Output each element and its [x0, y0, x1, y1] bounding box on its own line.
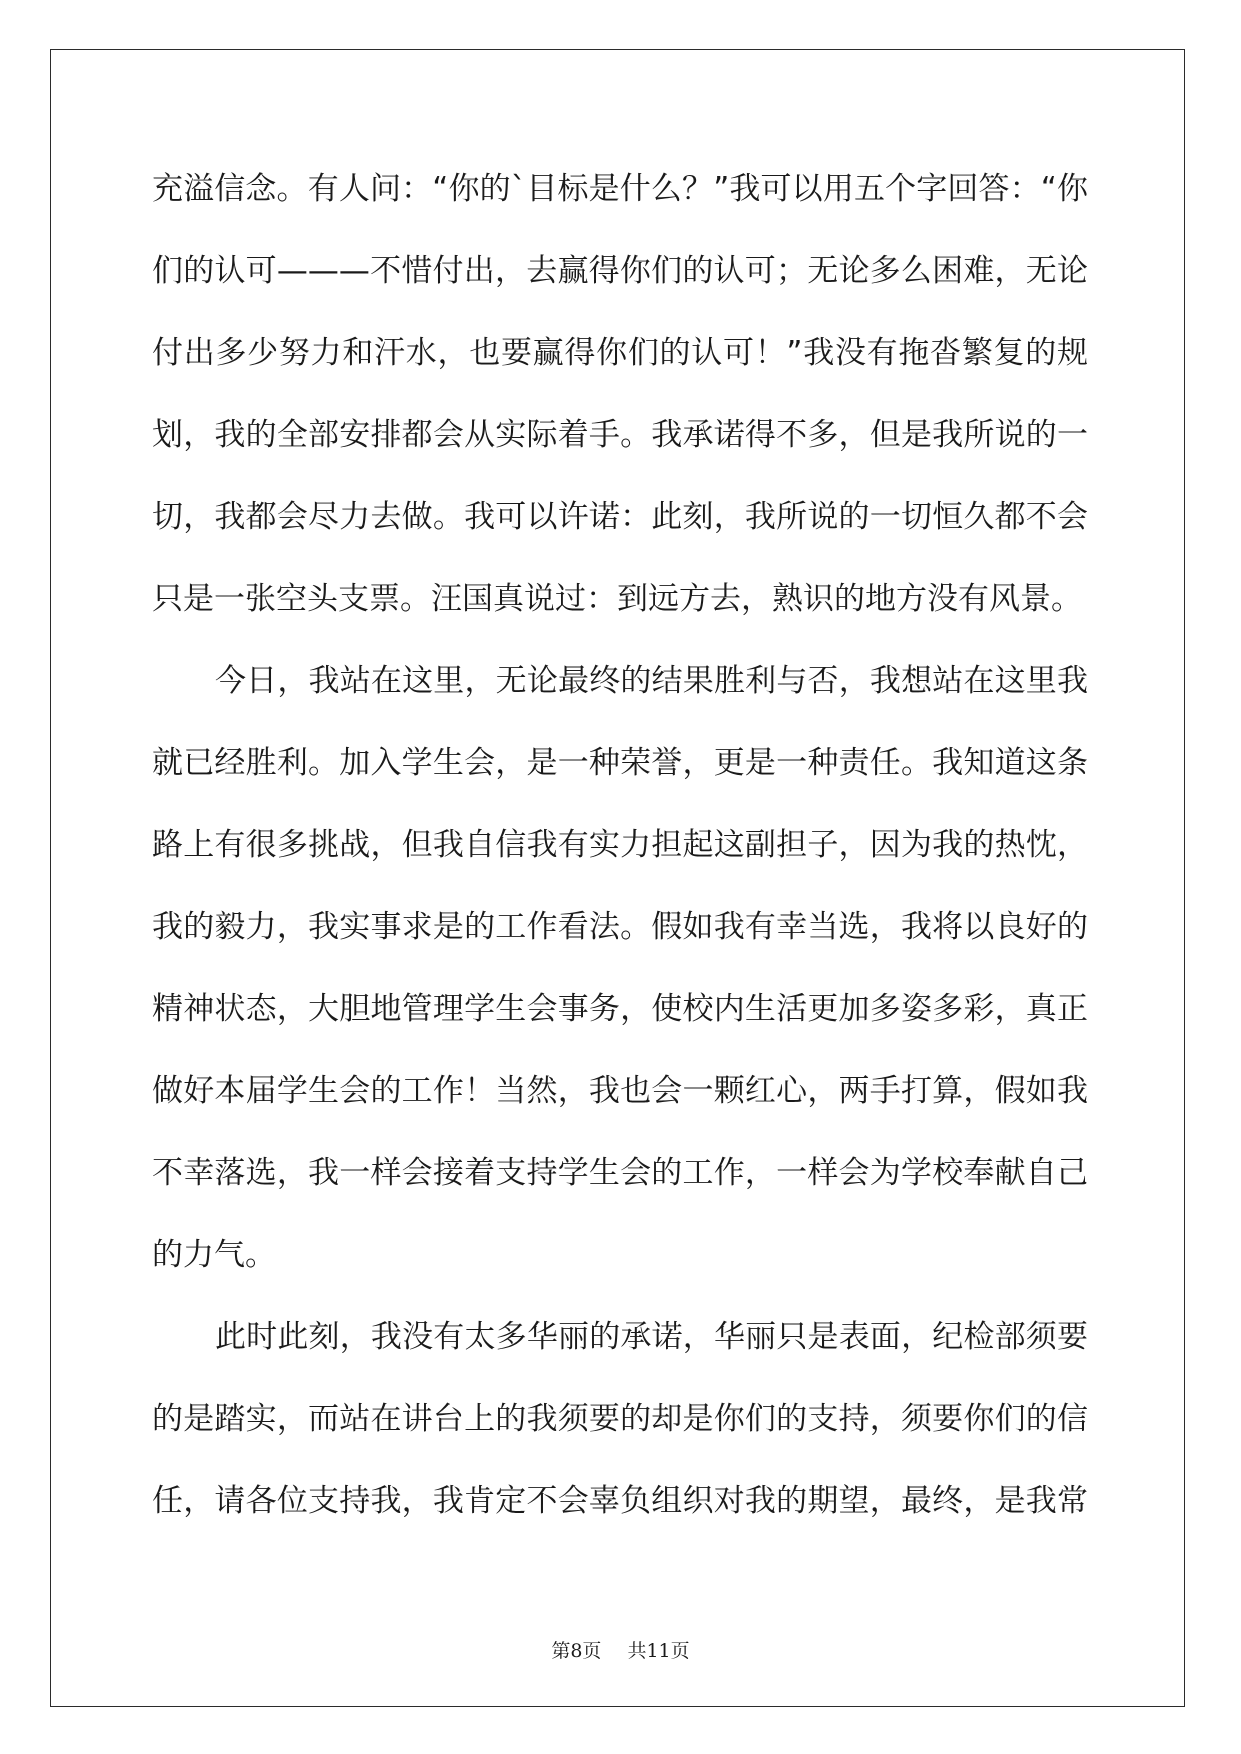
- text-line: 做好本届学生会的工作！当然，我也会一颗红心，两手打算，假如我: [152, 1073, 1088, 1109]
- paragraph-start-line: 此时此刻，我没有太多华丽的承诺，华丽只是表面，纪检部须要: [215, 1319, 1088, 1355]
- page-number: 第8页: [551, 1640, 602, 1662]
- text-line: 就已经胜利。加入学生会，是一种荣誉，更是一种责任。我知道这条: [152, 745, 1088, 781]
- text-line: 付出多少努力和汗水，也要赢得你们的认可！”我没有拖沓繁复的规: [152, 335, 1088, 371]
- page-footer: [0, 1636, 1241, 1663]
- text-line: 切，我都会尽力去做。我可以许诺：此刻，我所说的一切恒久都不会: [152, 499, 1088, 535]
- text-line: 划，我的全部安排都会从实际着手。我承诺得不多，但是我所说的一: [152, 417, 1088, 453]
- text-line: 的是踏实，而站在讲台上的我须要的却是你们的支持，须要你们的信: [152, 1401, 1088, 1437]
- text-line: 的力气。: [152, 1237, 276, 1273]
- text-line: 们的认可———不惜付出，去赢得你们的认可；无论多么困难，无论: [152, 253, 1088, 289]
- text-line: 不幸落选，我一样会接着支持学生会的工作，一样会为学校奉献自己: [152, 1155, 1088, 1191]
- paragraph-start-line: 今日，我站在这里，无论最终的结果胜利与否，我想站在这里我: [215, 663, 1088, 699]
- text-line: 充溢信念。有人问：“你的`目标是什么？”我可以用五个字回答：“你: [152, 171, 1088, 207]
- text-line: 路上有很多挑战，但我自信我有实力担起这副担子，因为我的热忱，: [152, 827, 1088, 863]
- text-line: 我的毅力，我实事求是的工作看法。假如我有幸当选，我将以良好的: [152, 909, 1088, 945]
- text-line: 精神状态，大胆地管理学生会事务，使校内生活更加多姿多彩，真正: [152, 991, 1088, 1027]
- text-line: 只是一张空头支票。汪国真说过：到远方去，熟识的地方没有风景。: [152, 581, 1082, 617]
- page-total: 共11页: [627, 1640, 690, 1662]
- text-line: 任，请各位支持我，我肯定不会辜负组织对我的期望，最终，是我常: [152, 1483, 1088, 1519]
- document-body: [152, 158, 1088, 1552]
